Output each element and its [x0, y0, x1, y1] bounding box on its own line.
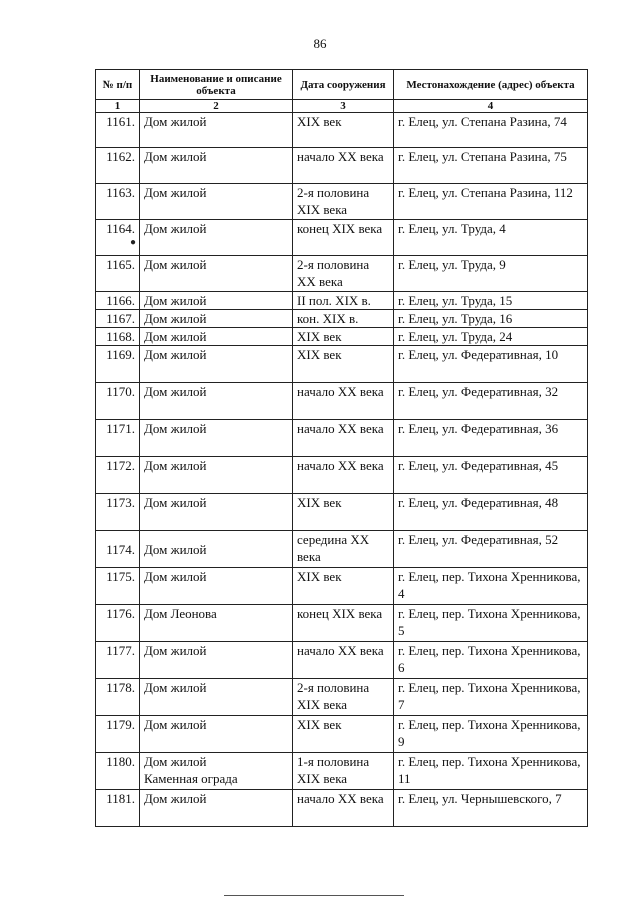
construction-date: 1-я половина XIX века — [293, 753, 394, 790]
object-name-cell — [140, 753, 293, 790]
construction-date: начало XX века — [293, 420, 394, 457]
construction-date: XIX век — [293, 346, 394, 383]
object-name: Дом жилой — [140, 220, 293, 256]
row-number: 1161. — [96, 113, 140, 148]
table-row — [96, 328, 588, 346]
table-row — [96, 679, 588, 716]
construction-date: начало XX века — [293, 457, 394, 494]
table-row — [96, 494, 588, 531]
table-row — [96, 113, 588, 148]
row-number: 1170. — [96, 383, 140, 420]
object-location: г. Елец, ул. Труда, 16 — [394, 310, 588, 328]
object-name: Дом жилой — [140, 790, 293, 827]
object-name-secondary: Каменная ограда — [144, 771, 238, 786]
object-location: г. Елец, пер. Тихона Хренникова, 4 — [394, 568, 588, 605]
header-name: Наименование и описание объекта — [140, 70, 293, 100]
row-number: 1165. — [96, 256, 140, 292]
object-location: г. Елец, ул. Степана Разина, 75 — [394, 148, 588, 184]
heritage-objects-table — [95, 69, 588, 827]
table-row — [96, 220, 588, 256]
row-number: 1176. — [96, 605, 140, 642]
object-location: г. Елец, ул. Труда, 15 — [394, 292, 588, 310]
object-name: Дом жилой — [140, 420, 293, 457]
object-name: Дом жилой — [140, 328, 293, 346]
construction-date: начало XX века — [293, 790, 394, 827]
construction-date: начало XX века — [293, 148, 394, 184]
table-row — [96, 753, 588, 790]
object-location: г. Елец, ул. Федеративная, 10 — [394, 346, 588, 383]
page-number: 86 — [313, 36, 327, 51]
construction-date: конец XIX века — [293, 605, 394, 642]
construction-date: конец XIX века — [293, 220, 394, 256]
object-location: г. Елец, ул. Чернышевского, 7 — [394, 790, 588, 827]
object-name: Дом жилой — [140, 346, 293, 383]
object-location: г. Елец, ул. Труда, 4 — [394, 220, 588, 256]
row-number: 1180. — [96, 753, 140, 790]
object-location: г. Елец, пер. Тихона Хренникова, 5 — [394, 605, 588, 642]
object-location: г. Елец, ул. Федеративная, 45 — [394, 457, 588, 494]
object-name: Дом жилой — [140, 494, 293, 531]
construction-date: 2-я половина XIX века — [293, 184, 394, 220]
construction-date: XIX век — [293, 113, 394, 148]
header-date: Дата сооружения — [293, 70, 394, 100]
table-row — [96, 420, 588, 457]
table-row — [96, 642, 588, 679]
table-row — [96, 531, 588, 568]
object-name: Дом жилой — [140, 531, 293, 568]
construction-date: начало XX века — [293, 642, 394, 679]
row-number: 1163. — [96, 184, 140, 220]
row-number: 1167. — [96, 310, 140, 328]
object-name: Дом жилой — [144, 754, 207, 769]
object-name: Дом жилой — [140, 292, 293, 310]
ink-blot: ● — [130, 237, 137, 248]
construction-date: XIX век — [293, 328, 394, 346]
table-row — [96, 148, 588, 184]
construction-date: 2-я половина XIX века — [293, 679, 394, 716]
row-number: 1169. — [96, 346, 140, 383]
table-row — [96, 383, 588, 420]
table-row — [96, 716, 588, 753]
row-number: 1171. — [96, 420, 140, 457]
object-name: Дом жилой — [140, 642, 293, 679]
table-row — [96, 568, 588, 605]
row-number: 1166. — [96, 292, 140, 310]
object-name: Дом жилой — [140, 256, 293, 292]
table-row — [96, 346, 588, 383]
object-location: г. Елец, ул. Федеративная, 36 — [394, 420, 588, 457]
construction-date: XIX век — [293, 568, 394, 605]
row-number: 1181. — [96, 790, 140, 827]
object-name: Дом жилой — [140, 457, 293, 494]
construction-date: 2-я половина XX века — [293, 256, 394, 292]
row-number: 1168. — [96, 328, 140, 346]
scan-edge-line — [224, 895, 404, 896]
row-number: 1173. — [96, 494, 140, 531]
object-location: г. Елец, ул. Федеративная, 48 — [394, 494, 588, 531]
object-name: Дом жилой — [140, 383, 293, 420]
construction-date: середина XX века — [293, 531, 394, 568]
construction-date: начало XX века — [293, 383, 394, 420]
construction-date: XIX век — [293, 494, 394, 531]
object-location: г. Елец, ул. Федеративная, 52 — [394, 531, 588, 568]
table-row — [96, 256, 588, 292]
object-location: г. Елец, ул. Степана Разина, 112 — [394, 184, 588, 220]
table-row — [96, 184, 588, 220]
column-number: 4 — [394, 100, 588, 113]
header-num: № п/п — [96, 70, 140, 100]
object-name: Дом жилой — [140, 716, 293, 753]
header-location: Местонахождение (адрес) объекта — [394, 70, 588, 100]
table-header-row — [96, 70, 588, 100]
table-row — [96, 292, 588, 310]
column-number: 2 — [140, 100, 293, 113]
object-location: г. Елец, пер. Тихона Хренникова, 7 — [394, 679, 588, 716]
object-name: Дом жилой — [140, 184, 293, 220]
construction-date: II пол. XIX в. — [293, 292, 394, 310]
row-number: 1175. — [96, 568, 140, 605]
column-number-row — [96, 100, 588, 113]
construction-date: кон. XIX в. — [293, 310, 394, 328]
object-location: г. Елец, ул. Труда, 24 — [394, 328, 588, 346]
table-row — [96, 790, 588, 827]
object-name: Дом жилой — [140, 148, 293, 184]
object-name: Дом жилой — [140, 679, 293, 716]
row-number: 1177. — [96, 642, 140, 679]
row-number: 1179. — [96, 716, 140, 753]
column-number: 3 — [293, 100, 394, 113]
row-number: 1162. — [96, 148, 140, 184]
table-row — [96, 605, 588, 642]
object-name: Дом жилой — [140, 568, 293, 605]
object-location: г. Елец, ул. Степана Разина, 74 — [394, 113, 588, 148]
object-location: г. Елец, пер. Тихона Хренникова, 11 — [394, 753, 588, 790]
column-number: 1 — [96, 100, 140, 113]
object-name: Дом жилой — [140, 310, 293, 328]
object-location: г. Елец, ул. Труда, 9 — [394, 256, 588, 292]
row-number: 1174. — [96, 531, 140, 568]
table-row — [96, 310, 588, 328]
construction-date: XIX век — [293, 716, 394, 753]
object-name: Дом жилой — [140, 113, 293, 148]
object-location: г. Елец, ул. Федеративная, 32 — [394, 383, 588, 420]
row-number: 1172. — [96, 457, 140, 494]
object-location: г. Елец, пер. Тихона Хренникова, 6 — [394, 642, 588, 679]
object-location: г. Елец, пер. Тихона Хренникова, 9 — [394, 716, 588, 753]
object-name: Дом Леонова — [140, 605, 293, 642]
table-row — [96, 457, 588, 494]
row-number: 1178. — [96, 679, 140, 716]
row-number: 1164. — [96, 220, 140, 256]
